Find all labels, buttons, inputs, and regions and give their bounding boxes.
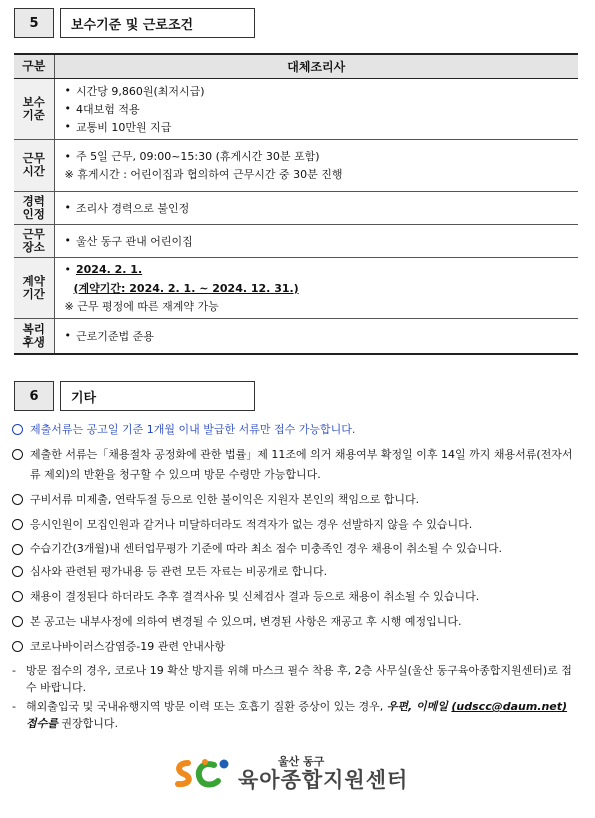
contract-period: (계약기간: 2024. 2. 1. ~ 2024. 12. 31.) bbox=[73, 281, 299, 295]
sub-item: - 해외출입국 및 국내유행지역 방문 이력 또는 호흡기 질환 증상이 있는 경우, 우편, 이메일 (udscc@daum.net) 접수를 권장합니다. bbox=[12, 700, 568, 730]
section-number: 5 bbox=[14, 8, 54, 38]
list-item: • 주 5일 근무, 09:00~15:30 (휴게시간 30분 포함) bbox=[65, 147, 569, 165]
table-row bbox=[14, 191, 578, 224]
section-title: 보수기준 및 근로조건 bbox=[60, 8, 255, 38]
table-row bbox=[14, 139, 578, 191]
email-address: (udscc@daum.net) bbox=[451, 700, 568, 713]
circle-bullet-icon bbox=[12, 449, 23, 460]
row-category: 계약 기간 bbox=[14, 257, 54, 318]
list-item: 본 공고는 내부사정에 의하여 변경될 수 있으며, 변경된 사항은 재공고 후 시행 예정입니다. bbox=[12, 612, 580, 632]
row-category: 보수 기준 bbox=[14, 78, 54, 139]
list-item: • 교통비 10만원 지급 bbox=[65, 118, 569, 136]
logo-title: 육아종합지원센터 bbox=[238, 768, 409, 792]
row-category: 근무 장소 bbox=[14, 224, 54, 257]
list-item: • 조리사 경력으로 불인정 bbox=[65, 199, 569, 217]
list-item: • 근로기준법 준용 bbox=[65, 327, 569, 345]
notes-list bbox=[12, 420, 580, 734]
working-conditions-table bbox=[14, 53, 578, 355]
circle-bullet-icon bbox=[12, 519, 23, 530]
list-item: • 4대보험 적용 bbox=[65, 100, 569, 118]
contract-start-date: • 2024. 2. 1. bbox=[76, 263, 143, 276]
row-content bbox=[54, 318, 578, 354]
note-line: ※ 휴게시간 : 어린이집과 협의하여 근무시간 중 30분 진행 bbox=[64, 168, 343, 181]
circle-bullet-icon bbox=[12, 591, 23, 602]
section-title: 기타 bbox=[60, 381, 255, 411]
row-content bbox=[54, 191, 578, 224]
table-row bbox=[14, 318, 578, 354]
list-item: 심사와 관련된 평가내용 등 관련 모든 자료는 비공개로 합니다. bbox=[12, 562, 580, 582]
circle-bullet-icon bbox=[12, 494, 23, 505]
row-category: 경력 인정 bbox=[14, 191, 54, 224]
row-content bbox=[54, 257, 578, 318]
table-row bbox=[14, 257, 578, 318]
note-line: ※ 근무 평정에 따른 재계약 가능 bbox=[64, 299, 219, 313]
circle-bullet-icon bbox=[12, 544, 23, 555]
circle-bullet-icon bbox=[12, 566, 23, 577]
list-item: 제출서류는 공고일 기준 1개월 이내 발급한 서류만 접수 가능합니다. bbox=[12, 420, 580, 440]
mail-method-text: 우편, 이메일 bbox=[386, 700, 448, 713]
list-item: 구비서류 미제출, 연락두절 등으로 인한 불이익은 지원자 본인의 책임으로 합니다. bbox=[12, 490, 580, 510]
list-item: 수습기간(3개월)내 센터업무평가 기준에 따라 최소 점수 미충족인 경우 채용이 취소될 수 있습니다. bbox=[12, 540, 580, 557]
header-position: 대체조리사 bbox=[54, 54, 578, 78]
table-row bbox=[14, 78, 578, 139]
row-content bbox=[54, 139, 578, 191]
sub-item: - 방문 접수의 경우, 코로나 19 확산 방지를 위해 마스크 필수 착용 후, 2층 사무실(울산 동구육아종합지원센터)로 접수 바랍니다. bbox=[12, 664, 572, 694]
list-item: 코로나바이러스감염증-19 관련 안내사항 bbox=[12, 637, 580, 657]
row-category: 근무 시간 bbox=[14, 139, 54, 191]
logo-subtitle: 울산 동구 bbox=[278, 755, 325, 768]
center-logo-icon bbox=[172, 757, 232, 791]
section-6-header bbox=[14, 381, 255, 411]
list-item: • 시간당 9,860원(최저시급) bbox=[65, 82, 569, 100]
list-item: 제출한 서류는「채용절차 공정화에 관한 법률」제 11조에 의거 채용여부 확정일 이후 14일 까지 채용서류(전자서류 제외)의 반환을 청구할 수 있으며 방문 수령만 가능합니다. bbox=[12, 445, 580, 485]
section-5-header bbox=[14, 8, 255, 38]
list-item: 채용이 결정된다 하더라도 추후 결격사유 및 신체검사 결과 등으로 채용이 취소될 수 있습니다. bbox=[12, 587, 580, 607]
table-header-row bbox=[14, 54, 578, 78]
row-content bbox=[54, 224, 578, 257]
list-item: 응시인원이 모집인원과 같거나 미달하더라도 적격자가 없는 경우 선발하지 않을 수 있습니다. bbox=[12, 515, 580, 535]
header-category: 구분 bbox=[14, 54, 54, 78]
row-content bbox=[54, 78, 578, 139]
circle-bullet-icon bbox=[12, 641, 23, 652]
section-number: 6 bbox=[14, 381, 54, 411]
list-item: • 울산 동구 관내 어린이집 bbox=[65, 232, 569, 250]
circle-bullet-icon bbox=[12, 424, 23, 435]
table-row bbox=[14, 224, 578, 257]
row-category: 복리 후생 bbox=[14, 318, 54, 354]
center-logo bbox=[172, 756, 408, 792]
circle-bullet-icon bbox=[12, 616, 23, 627]
